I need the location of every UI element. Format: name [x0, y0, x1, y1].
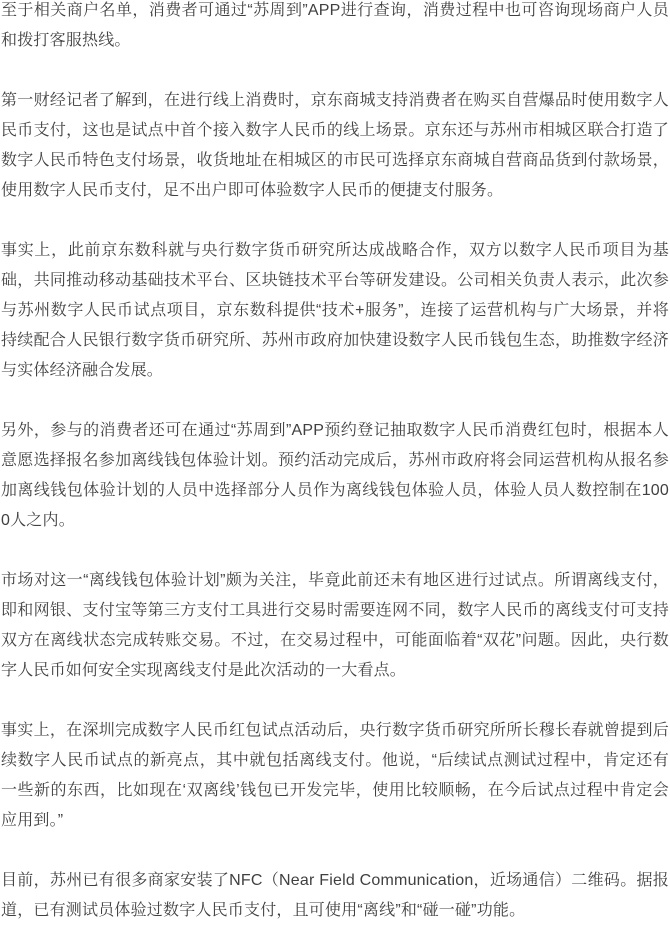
article-paragraph: 事实上，此前京东数科就与央行数字货币研究所达成战略合作，双方以数字人民币项目为基础，共同推动移动基础技术平台、区块链技术平台等研发建设。公司相关负责人表示，此次参与苏州数字人民币试点项目，京东数科提供“技术+服务”，连接了运营机构与广大场景，并将持续配合人民银行数字货币研究所、苏州市政府加快建设数字人民币钱包生态，助推数字经济与实体经济融合发展。 — [1, 242, 669, 379]
article-paragraph: 第一财经记者了解到，在进行线上消费时，京东商城支持消费者在购买自营爆品时使用数字人民币支付，这也是试点中首个接入数字人民币的线上场景。京东还与苏州市相城区联合打造了数字人民币特色支付场景，收货地址在相城区的市民可选择京东商城自营商品货到付款场景，使用数字人民币支付，足不出户即可体验数字人民币的便捷支付服务。 — [1, 92, 669, 199]
article-paragraph: 目前，苏州已有很多商家安装了NFC（Near Field Communication，近场通信）二维码。据报道，已有测试员体验过数字人民币支付，且可使用“离线”和“碰一碰”功能。 — [1, 872, 669, 919]
article-paragraph: 市场对这一“离线钱包体验计划”颇为关注，毕竟此前还未有地区进行过试点。所谓离线支付，即和网银、支付宝等第三方支付工具进行交易时需要连网不同，数字人民币的离线支付可支持双方在离线状态完成转账交易。不过，在交易过程中，可能面临着“双花”问题。因此，央行数字人民币如何安全实现离线支付是此次活动的一大看点。 — [1, 572, 669, 679]
article-paragraph: 事实上，在深圳完成数字人民币红包试点活动后，央行数字货币研究所所长穆长春就曾提到后续数字人民币试点的新亮点，其中就包括离线支付。他说，“后续试点测试过程中，肯定还有一些新的东西，比如现在‘双离线’钱包已开发完毕，使用比较顺畅，在今后试点过程中肯定会应用到。” — [1, 722, 669, 829]
article-paragraph: 至于相关商户名单，消费者可通过“苏周到”APP进行查询，消费过程中也可咨询现场商户人员和拨打客服热线。 — [1, 2, 669, 49]
article-paragraph: 另外，参与的消费者还可在通过“苏周到”APP预约登记抽取数字人民币消费红包时，根据本人意愿选择报名参加离线钱包体验计划。预约活动完成后，苏州市政府将会同运营机构从报名参加离线钱包体验计划的人员中选择部分人员作为离线钱包体验人员，体验人员人数控制在1000人之内。 — [1, 422, 669, 529]
